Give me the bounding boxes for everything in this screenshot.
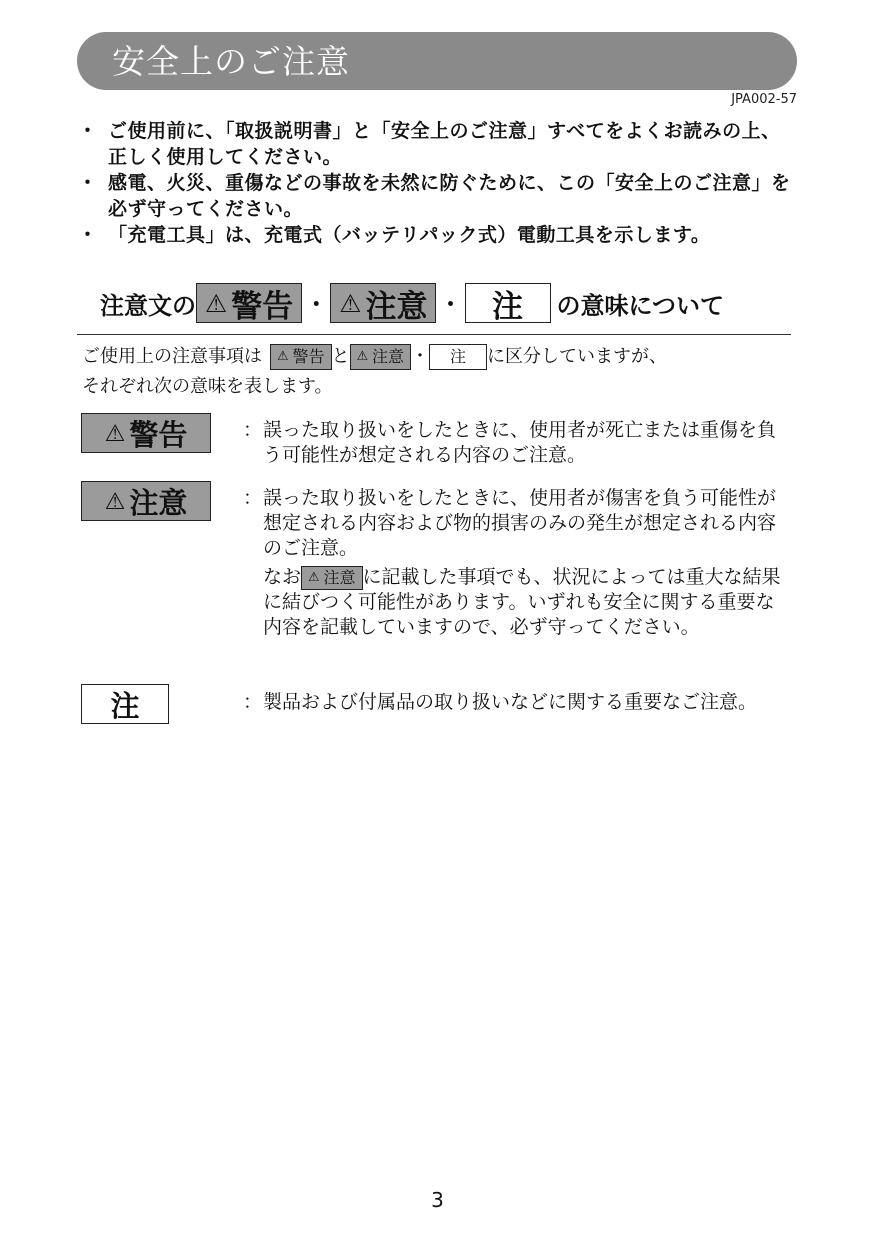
bullet-mark: ・ — [78, 172, 98, 194]
warning-triangle-icon: ⚠ — [308, 570, 320, 585]
page-title: 安全上のご注意 — [112, 42, 350, 81]
caution-term-label — [81, 481, 211, 521]
warning-label-text: 警告 — [292, 347, 325, 366]
caution-label-small — [350, 344, 412, 370]
warning-triangle-icon: ⚠ — [104, 487, 126, 515]
caution-term-text: 注意 — [129, 485, 188, 520]
note-definition-text: 製品および付属品の取り扱いなどに関する重要なご注意。 — [263, 691, 758, 713]
definition-colon: ： — [243, 691, 263, 713]
definition-colon: ： — [243, 419, 263, 441]
note-term-text: 注 — [110, 688, 140, 723]
warning-definition-text: 誤った取り扱いをしたときに、使用者が死亡または重傷を負う可能性が想定される内容のご注意。 — [263, 419, 777, 466]
warning-triangle-icon: ⚠ — [277, 349, 289, 364]
bullet-text: 「充電工具」は、充電式（バッテリパック式）電動工具を示します。 — [108, 224, 711, 246]
list-item — [78, 170, 798, 222]
note-post-text: に記載した事項でも、状況によっては重大な結果に結びつく可能性があります。いずれも安全に関する重要な内容を記載していますので、必ず守ってください。 — [263, 566, 781, 638]
bullet-list — [78, 118, 798, 248]
note-label-small — [429, 344, 487, 370]
note-pre-text: なお — [263, 566, 302, 588]
document-code: JPA002-57 — [731, 92, 797, 107]
section-heading — [100, 282, 724, 324]
list-item — [78, 222, 798, 248]
caution-label-text: 注意 — [365, 288, 428, 325]
note-label-text: 注 — [449, 347, 466, 366]
caution-label — [330, 283, 436, 323]
warning-term-text: 警告 — [129, 417, 188, 452]
caution-label-text: 注意 — [323, 568, 356, 587]
warning-triangle-icon: ⚠ — [356, 349, 368, 364]
note-term-label — [81, 684, 169, 724]
note-label-text: 注 — [492, 288, 523, 325]
warning-triangle-icon: ⚠ — [205, 288, 228, 318]
intro-part2: に区分していますが、 — [487, 346, 667, 367]
caution-label-small — [301, 566, 363, 590]
caution-definition — [243, 486, 793, 640]
intro-text — [82, 342, 802, 402]
intro-line-2: それぞれ次の意味を表します。 — [82, 376, 333, 397]
bullet-mark: ・ — [78, 224, 98, 246]
intro-part1: ご使用上の注意事項は — [82, 346, 262, 367]
definition-colon: ： — [243, 487, 263, 509]
note-label — [465, 283, 551, 323]
bullet-text: 感電、火災、重傷などの事故を未然に防ぐために、この「安全上のご注意」を必ず守ってください。 — [108, 172, 791, 220]
separator: ・ — [305, 292, 328, 318]
warning-triangle-icon: ⚠ — [339, 288, 362, 318]
warning-label — [196, 283, 302, 323]
warning-definition — [243, 418, 793, 468]
warning-triangle-icon: ⚠ — [104, 419, 126, 447]
heading-suffix: の意味について — [556, 291, 725, 320]
bullet-mark: ・ — [78, 120, 98, 142]
warning-label-small — [270, 344, 332, 370]
intro-line-1 — [82, 342, 802, 372]
warning-label-text: 警告 — [231, 288, 294, 325]
note-definition — [243, 690, 793, 715]
warning-term-label — [81, 413, 211, 453]
separator: ・ — [439, 292, 462, 318]
caution-additional-note — [263, 565, 793, 640]
page-number: 3 — [431, 1188, 444, 1212]
divider — [77, 334, 791, 335]
bullet-text: ご使用前に、「取扱説明書」と「安全上のご注意」すべてをよくお読みの上、正しく使用してください。 — [108, 120, 781, 168]
caution-label-text: 注意 — [371, 347, 404, 366]
caution-definition-text: 誤った取り扱いをしたときに、使用者が傷害を負う可能性が想定される内容および物的損害のみの発生が想定される内容のご注意。 — [263, 487, 777, 559]
intro-and: と — [331, 346, 350, 367]
separator: ・ — [411, 346, 429, 367]
heading-prefix: 注意文の — [100, 291, 196, 320]
list-item — [78, 118, 798, 170]
